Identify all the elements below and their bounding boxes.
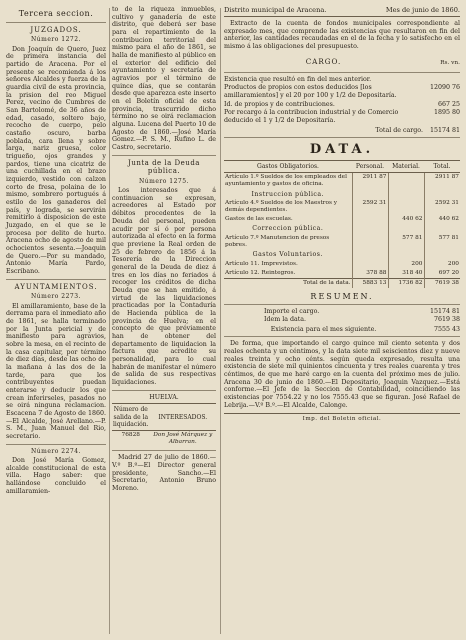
cargo-total-row: [224, 127, 460, 135]
column-rule: [220, 8, 221, 634]
notice-number: Número 1272.: [31, 36, 81, 44]
table-cell: [424, 190, 460, 200]
table-header: Número de salida de la liquidación.: [112, 404, 150, 431]
cargo-amount: 667 25: [437, 100, 460, 108]
section-heading: Tercera seccion.: [18, 9, 94, 18]
resumen-row: [224, 316, 460, 324]
amount-cell: 697 20: [424, 269, 460, 279]
row-label: Artículo 11. Imprevistos.: [225, 260, 298, 267]
notice-text: Don José María Gomez, alcalde constitucional de esta villa. Hago saber: que hallándose concluido el amillaramien-: [6, 457, 106, 495]
cargo-title: CARGO.: [305, 56, 342, 66]
resumen-label: Importe el cargo.: [264, 308, 320, 316]
amount-cell: [388, 199, 424, 215]
resumen-row: [224, 308, 460, 316]
table-cell: 76828: [121, 432, 140, 439]
table-section-row: [224, 190, 460, 200]
district-label: Distrito municipal de Aracena.: [224, 6, 327, 14]
divider: [112, 390, 216, 391]
amount-cell: [352, 215, 388, 224]
table-section-row: [224, 250, 460, 260]
resumen-label: Idem la data.: [264, 316, 307, 324]
section-label: Correccion pública.: [252, 225, 324, 233]
cargo-row: [224, 76, 460, 84]
table-section-row: [224, 224, 460, 234]
amount-cell: 2911 87: [352, 173, 388, 190]
amount-cell: 378 88: [352, 269, 388, 279]
notice-text: to de la riqueza inmuebles, cultivo y ganadería de este distrito, que deberá ser base para el repartimiento de la contribucion territorial del mismo para el año de 1861, se halla de manifiesto al público en el exterior del edificio del ayuntamiento y secretaría de agravios por el término de quince días, que se contarán desde que aparezca este inserto en el Boletín oficial de esta provincia, trascurrido dicho término no se oirá reclamacion alguna. Lucena del Puerto 10 de Agosto de 1860.—José María Gomez.—P. S. M., Rufino L. de Castro, secretario.: [112, 6, 216, 152]
resumen-amount: 15174 81: [429, 308, 460, 316]
section-label: Instruccion pública.: [251, 190, 325, 198]
table-cell: [388, 250, 424, 260]
row-label: Artículo 12. Reintegros.: [225, 269, 296, 276]
cargo-row: [224, 84, 460, 99]
resumen-list: [224, 308, 460, 323]
table-header: Total.: [424, 161, 460, 173]
table-header: Material.: [388, 161, 424, 173]
table-header: INTERESADOS.: [150, 404, 216, 431]
notice-number: Número 2273.: [31, 293, 81, 301]
cargo-row: [224, 109, 460, 124]
ayuntamientos-heading: AYUNTAMIENTOS.: [14, 282, 98, 291]
amount-cell: 7619 38: [424, 278, 460, 288]
juzgados-heading: JUZGADOS.: [30, 25, 82, 34]
row-label: Gastos de las escuelas.: [225, 216, 293, 223]
notice-number: Número 2274.: [31, 447, 81, 455]
amount-cell: 1736 82: [388, 278, 424, 288]
cargo-label: Productos de propios con estos deducidos [los amillaramientos] y el 20 por 100 y 1/2 de Depositaría.: [224, 84, 397, 99]
divider: [6, 444, 106, 445]
cargo-total-value: 15174 81: [429, 126, 460, 134]
printer-footer: Imp. del Boletin oficial.: [224, 413, 460, 423]
cargo-label: Por recargo á la contribucion industrial y de Comercio deducido el 1 y 1/2 de Depositaría.: [224, 109, 399, 124]
amount-cell: 318 40: [388, 269, 424, 279]
divider: [224, 72, 460, 73]
amount-cell: 577 81: [388, 234, 424, 250]
divider: [6, 22, 106, 23]
table-header: Gastos Obligatorios.: [224, 161, 352, 173]
resumen-amount: 7619 38: [433, 316, 460, 324]
amount-cell: 2592 31: [352, 199, 388, 215]
amount-cell: 2911 87: [424, 173, 460, 190]
notice-number: Número 1275.: [139, 177, 189, 185]
deuda-heading: Junta de la Deuda pública.: [128, 158, 200, 176]
amount-cell: [352, 260, 388, 269]
divider: [112, 450, 216, 451]
cargo-list: [224, 76, 460, 125]
table-row: [224, 234, 460, 250]
amount-cell: 577 81: [424, 234, 460, 250]
month-label: Mes de junio de 1860.: [385, 6, 460, 14]
closing-text: De forma, que importando el cargo quince mil ciento setenta y dos reales ochenta y un céntimos, y la data siete mil seiscientos diez y nueve reales treinta y ocho cénts. según queda expresado, resulta una existencia de siete mil quinientos cincuenta y tres reales cuarenta y tres céntimos, de que me haré cargo en la cuenta del próximo mes de julio. Aracena 30 de junio de 1860.—El Depositario, Joaquin Vazquez.—Está conforme.—El Jefe de la Seccion de Contabilidad, coincidiendo las existencias por 7554.22 y no los 7555.43 que se figuran. José Rafael de Lebrija.—V.º B.º.—El Alcalde, Calonge.: [224, 340, 460, 409]
resumen-existencia-label: Existencia para el mes siguiente.: [270, 325, 377, 333]
table-row: [112, 431, 216, 448]
data-title: DATA.: [309, 142, 375, 158]
row-label: Artículo 7.º Manutencion de presos pobres.: [225, 234, 330, 248]
table-cell: [352, 224, 388, 234]
cargo-row: [224, 101, 460, 109]
data-table: [224, 160, 460, 288]
amount-cell: 200: [388, 260, 424, 269]
resumen-title: RESUMEN.: [310, 291, 374, 301]
row-label: Artículo 4.º Sueldos de los Maestros y demás dependientes.: [225, 200, 338, 214]
table-cell: [424, 250, 460, 260]
amount-cell: 5883 13: [352, 278, 388, 288]
table-cell: [388, 190, 424, 200]
cargo-amount: 1895 80: [433, 109, 460, 117]
report-header: [224, 6, 460, 17]
table-row: [224, 215, 460, 224]
divider: [224, 137, 460, 138]
interesados-table: [112, 403, 216, 447]
column-1: [6, 6, 106, 498]
table-row: [224, 260, 460, 269]
table-cell: Don José Márquez y Albarran.: [153, 432, 213, 446]
resumen-existencia-row: [224, 326, 460, 334]
report-intro: Extracto de la cuenta de fondos municipales correspondiente al expresado mes, que comprende las existencias que resultaron en fin del anterior, las cantidades recaudadas en el de la fecha y lo satisfecho en el mismo á las obligaciones del presupuesto.: [224, 20, 460, 51]
divider: [224, 304, 460, 305]
row-label: Total de la data.: [303, 279, 351, 286]
notice-text: El amillaramiento, base de la derrama para el inmediato año de 1861, se halla terminado por la Junta pericial y de manifiesto para agravios, sobre la mesa, en el recinto de la casa capitular, por término de diez días, desde las ocho de la mañana á las dos de la tarde, para que los contribuyentes puedan enterarse y deducir los que crean inferirseles, pasados no se oirá ninguna reclamacion. Escacena 7 de Agosto de 1860.—El Alcalde, José Arellano.—P. S. M., Juan Manuel del Rio, secretario.: [6, 302, 106, 441]
notice-text: Don Joaquín de Quero, Juez de primera instancia del partido de Aracena. Por el presente se recomienda á los señores Alcaldes y fuerza de la guardia civil de esta provincia, la prision del reo Miguel Perez, vecino de Cumbres de San Bartolomé, de 36 años de edad, casado, soltero bajo, recocho de cuerpo, pelo castaño oscuro, barba poblada, cara llena y sobre larga, nariz gruesa, color trigueño, ojos grandes y pardos, tiene una cicatriz de una cuchillada en el brazo izquierdo, vestido con calzon corto de fresa, polaina de lo mismo, sombrero portugués á estilo de los ganaderos del país, y lograda, se servirán remitirlo á disposicion de este Juzgado, en el que se le procesa por delito de hurto. Aracena ocho de agosto de mil ochocientos sesenta.—Joaquin de Quero.—Por su mandado, Antonio María Pardo, Escribano.: [6, 45, 106, 276]
table-total-row: [224, 278, 460, 288]
cargo-amount: 12090 76: [429, 84, 460, 92]
cargo-title-row: [224, 54, 460, 69]
amount-cell: [352, 234, 388, 250]
divider: [224, 336, 460, 337]
column-2: [112, 6, 216, 496]
column-rule: [109, 8, 110, 634]
table-row: [224, 269, 460, 279]
notice-text: Madrid 27 de julio de 1860.—V.º B.º—El Director general presidente, Sancho.—El Secretario, Antonio Bruno Moreno.: [112, 454, 216, 493]
amount-cell: 440 62: [424, 215, 460, 224]
table-header: Personal.: [352, 161, 388, 173]
divider: [6, 279, 106, 280]
table-cell: [424, 224, 460, 234]
cargo-label: Existencia que resultó en fin del mes anterior.: [224, 75, 372, 83]
table-row: [224, 173, 460, 190]
list-place: HUELVA.: [149, 393, 179, 401]
table-cell: [352, 190, 388, 200]
amount-cell: [388, 173, 424, 190]
table-cell: [388, 224, 424, 234]
amount-cell: 440 62: [388, 215, 424, 224]
cargo-total-label: Total de cargo.: [375, 126, 423, 134]
table-row: [224, 199, 460, 215]
resumen-existencia-value: 7555 43: [433, 325, 460, 333]
cargo-label: Id. de propios y de contribuciones.: [224, 100, 335, 108]
column-3: [224, 6, 460, 422]
row-label: Artículo 1.º Sueldos de los empleados del ayuntamiento y gastos de oficina.: [225, 174, 347, 188]
cargo-unit: Rs. vn.: [440, 59, 460, 66]
amount-cell: 200: [424, 260, 460, 269]
divider: [112, 155, 216, 156]
table-cell: [352, 250, 388, 260]
notice-text: Los interesados que á continuacion se expresan, acreedores al Estado por débitos procedentes de la Deuda del personal, pueden acudir por sí ó por persona autorizada al efecto en la forma que previene la Real orden de 25 de febrero de 1856 á la Tesorería de la Direccion general de la Deuda de diez á tres en los días no feriados á recoger los créditos de dicha Deuda que se han emitido, á virtud de las liquidaciones practicadas por la Contaduría de Hacienda pública de la provincia de Huelva; en el concepto de que préviamente han de obtener del departamento de liquidacion la factura que acredite su personalidad, para lo cual habrán de manifestar el número de salida de sus respectivas liquidaciones.: [112, 187, 216, 386]
section-label: Gastos Voluntarios.: [252, 250, 323, 258]
amount-cell: 2592 31: [424, 199, 460, 215]
